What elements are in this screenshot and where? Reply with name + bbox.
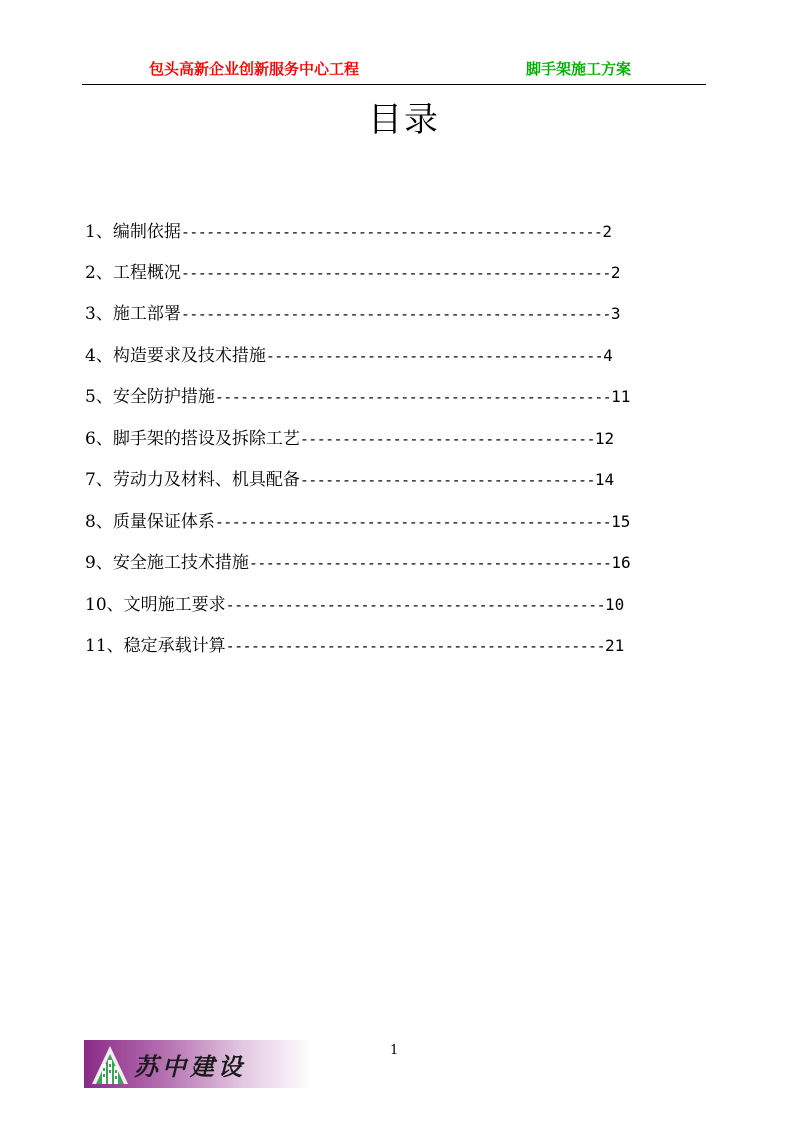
header-divider [82, 84, 706, 85]
toc-item-page: 15 [611, 512, 631, 531]
toc-item[interactable] [85, 550, 631, 576]
toc-item-leader: --------------------------------------------- [225, 637, 606, 655]
toc-item[interactable] [85, 467, 614, 493]
toc-item-label: 10、文明施工要求 [85, 595, 226, 615]
toc-item-page: 4 [603, 346, 613, 365]
company-logo-text: 苏中建设 [134, 1052, 246, 1081]
header-document-name: 脚手架施工方案 [526, 60, 632, 78]
toc-item-page: 2 [610, 263, 621, 282]
toc-item-label: 11、稳定承载计算 [85, 636, 226, 656]
toc-item[interactable] [85, 633, 624, 659]
toc-item-page: 3 [610, 304, 621, 323]
toc-item-page: 14 [594, 470, 615, 489]
toc-item-page: 2 [602, 222, 613, 241]
toc-item-page: 11 [611, 387, 631, 406]
building-logo-icon [88, 1042, 132, 1086]
page-title: 目录 [368, 100, 440, 140]
toc-item-label: 7、劳动力及材料、机具配备 [85, 470, 300, 490]
toc-item-leader: ----------------------------------------------- [214, 513, 612, 531]
toc-item-page: 12 [594, 429, 615, 448]
header-project-name: 包头高新企业创新服务中心工程 [149, 60, 360, 78]
toc-item[interactable] [85, 426, 614, 452]
toc-item-page: 10 [605, 595, 625, 614]
toc-item-label: 3、施工部署 [85, 304, 181, 324]
toc-item-label: 8、质量保证体系 [85, 512, 215, 532]
toc-item-leader: ----------------------------------- [299, 471, 595, 489]
toc-item-label: 1、编制依据 [85, 222, 181, 242]
toc-item-leader: ----------------------------------- [299, 430, 595, 448]
toc-item-label: 6、脚手架的搭设及拆除工艺 [85, 429, 300, 449]
toc-item[interactable] [85, 592, 624, 618]
toc-item-leader: --------------------------------------------------- [180, 264, 611, 282]
toc-item[interactable] [85, 260, 620, 286]
toc-item[interactable] [85, 219, 612, 245]
toc-item-leader: --------------------------------------------- [225, 596, 606, 614]
toc-item[interactable] [85, 509, 630, 535]
toc-item[interactable] [85, 343, 613, 369]
toc-item-label: 4、构造要求及技术措施 [85, 346, 266, 366]
toc-item-leader: --------------------------------------------------- [180, 305, 611, 323]
toc-item-leader: ------------------------------------------- [248, 554, 612, 572]
toc-item-leader: ---------------------------------------- [265, 347, 604, 365]
toc-item-leader: -------------------------------------------------- [180, 223, 603, 241]
toc-item-page: 16 [611, 553, 631, 572]
toc-item[interactable] [85, 301, 620, 327]
toc-item-label: 9、安全施工技术措施 [85, 553, 249, 573]
page-number: 1 [390, 1043, 399, 1058]
toc-item-leader: ----------------------------------------------- [214, 388, 612, 406]
toc-item[interactable] [85, 384, 630, 410]
toc-item-label: 5、安全防护措施 [85, 387, 215, 407]
company-logo-banner [84, 1040, 312, 1088]
toc-item-page: 21 [605, 636, 625, 655]
toc-item-label: 2、工程概况 [85, 263, 181, 283]
